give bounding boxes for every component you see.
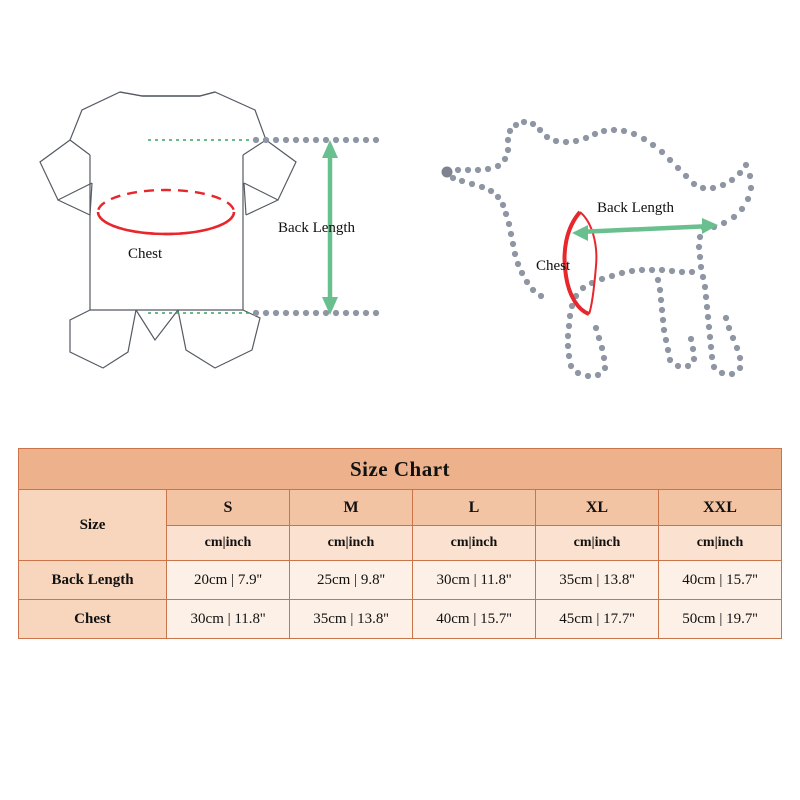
cell-chest-xl: 45cm | 17.7'' <box>536 600 659 639</box>
cell-back-length-s: 20cm | 7.9'' <box>167 561 290 600</box>
header-size-label: Size <box>19 490 167 561</box>
cell-chest-xxl: 50cm | 19.7'' <box>659 600 782 639</box>
header-col-l: L <box>413 490 536 526</box>
header-col-s: S <box>167 490 290 526</box>
unit-cell-m: cm|inch <box>290 526 413 561</box>
row-label-chest: Chest <box>19 600 167 639</box>
unit-cell-xl: cm|inch <box>536 526 659 561</box>
garment-back-length-label: Back Length <box>278 220 356 236</box>
cell-chest-l: 40cm | 15.7'' <box>413 600 536 639</box>
dog-chest-label: Chest <box>536 258 571 274</box>
garment-outline <box>40 92 296 368</box>
unit-cell-s: cm|inch <box>167 526 290 561</box>
dog-outline <box>442 119 755 379</box>
header-col-m: M <box>290 490 413 526</box>
size-chart-table <box>18 448 782 639</box>
unit-cell-xxl: cm|inch <box>659 526 782 561</box>
table-row-back-length <box>19 561 782 600</box>
cell-back-length-m: 25cm | 9.8'' <box>290 561 413 600</box>
table-row-header <box>19 490 782 526</box>
cell-back-length-xl: 35cm | 13.8'' <box>536 561 659 600</box>
row-label-back-length: Back Length <box>19 561 167 600</box>
garment-chest-label: Chest <box>128 246 163 262</box>
dog-back-length-label: Back Length <box>597 200 675 216</box>
chart-title: Size Chart <box>19 449 782 490</box>
garment-chest-measure <box>98 190 234 234</box>
header-col-xxl: XXL <box>659 490 782 526</box>
size-chart-section <box>18 448 782 639</box>
cell-chest-m: 35cm | 13.8'' <box>290 600 413 639</box>
header-col-xl: XL <box>536 490 659 526</box>
cell-back-length-l: 30cm | 11.8'' <box>413 561 536 600</box>
cell-back-length-xxl: 40cm | 15.7'' <box>659 561 782 600</box>
table-row-title <box>19 449 782 490</box>
cell-chest-s: 30cm | 11.8'' <box>167 600 290 639</box>
table-row-chest <box>19 600 782 639</box>
unit-cell-l: cm|inch <box>413 526 536 561</box>
